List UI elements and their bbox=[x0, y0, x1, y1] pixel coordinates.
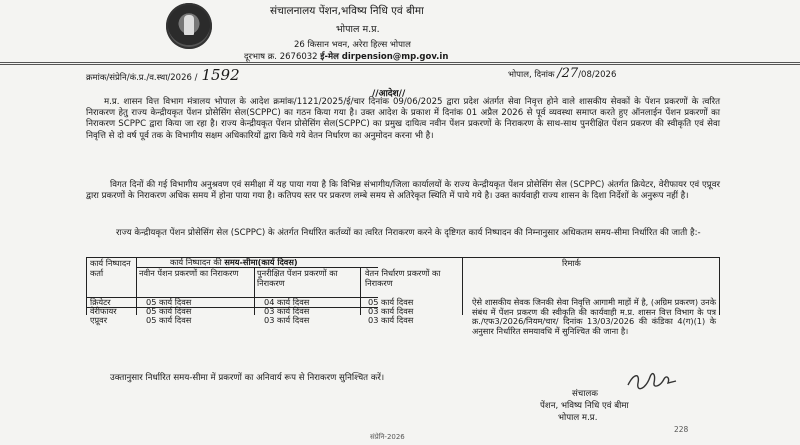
signatory-title: संचालक bbox=[572, 389, 598, 399]
order-date bbox=[508, 66, 616, 81]
header-phone: दूरभाष क्र. 2676032 bbox=[244, 52, 318, 62]
header-address: 26 किसान भवन, अरेरा हिल्स भोपाल bbox=[294, 40, 411, 50]
table-cell: 05 कार्य दिवस bbox=[368, 297, 414, 307]
reference-number bbox=[86, 66, 240, 84]
table-border-right bbox=[719, 257, 720, 315]
paragraph-1: म.प्र. शासन वित्त विभाग मंत्रालय भोपाल के आदेश क्रमांक/1121/2025/ई/चार दिनांक 09/06/2025 द्वारा प्रदेश अंतर्गत सेवा निवृत्त होने वाले शासकीय सेवकों के पेंशन प्रकरणों के त्वरित निराकरण हेतु राज्य केन्द्रीयकृत पेंशन प्रोसेसिंग सेल(SCPPC) का गठन किया गया है। उक्त आदेश के प्रकाश में दिनांक 01 अप्रैल 2026 से पूर्व व्यवस्था समाप्त करते हुए ऑनलाईन पेंशन प्रकरणों का निराकरण SCPPC द्वारा किया जा रहा है। राज्य केन्द्रीयकृत पेंशन प्रोसेसिंग सेल(SCPPC) का प्रमुख दायित्व नवीन पेंशन प्रकरणों के निराकरण के साथ-साथ पुनरीक्षित पेंशन प्रकरण की स्वीकृति एवं सेवा निवृत्ति से दो वर्ष पूर्व तक के विभागीय सक्षम अधिकारियों द्वारा किये गये वेतन निर्धारण का अनुमोदन करना भी है। bbox=[86, 97, 720, 141]
header-email: ई-मेल dirpension@mp.gov.in bbox=[320, 52, 449, 62]
table-row-verifier: वेरीफायर bbox=[90, 306, 117, 316]
table-header-remark: रिमार्क bbox=[562, 258, 581, 268]
date-tail: /08/2026 bbox=[578, 70, 617, 80]
signatory-department: पेंशन, भविष्य निधि एवं बीमा bbox=[540, 401, 629, 411]
table-row-divider-1 bbox=[86, 307, 378, 308]
table-cell: 03 कार्य दिवस bbox=[368, 315, 414, 325]
table-cell: 04 कार्य दिवस bbox=[264, 297, 310, 307]
signatory-city: भोपाल म.प्र. bbox=[558, 413, 598, 423]
header-divider bbox=[0, 62, 800, 63]
order-title: //आदेश// bbox=[372, 89, 406, 99]
header-divider-2 bbox=[0, 64, 800, 65]
paragraph-3: राज्य केन्द्रीयकृत पेंशन प्रोसेसिंग सेल (SCPPC) के अंतर्गत निर्धारित कर्तव्यों का त्वरित निराकरण करने के दृष्टिगत कार्य निष्पादन की निम्नानुसार अधिकतम समय-सीमा निर्धारित की जाती है:- bbox=[116, 228, 701, 238]
table-border-left bbox=[86, 257, 87, 315]
header-department: संचालनालय पेंशन,भविष्य निधि एवं बीमा bbox=[270, 5, 424, 17]
table-header-performer: कार्य निष्पादन कर्ता bbox=[90, 258, 131, 278]
paragraph-2: विगत दिनों की गई विभागीय अनुश्रवण एवं समीक्षा में यह पाया गया है कि विभिन्न संभागीय/जिला कार्यालयों के राज्य केन्द्रीयकृत पेंशन प्रोसेसिंग सेल (SCPPC) अंतर्गत क्रियेटर, वेरीफायर एवं एप्रूवर द्वारा प्रकरणों के निराकरण अधिक समय में होना पाया गया है। कतिपय स्तर पर प्रकरण लम्बे समय से अतिरेकृत स्थिति में पाये गये है। उक्त कार्यवाही राज्य शासन के दिशा निर्देशों के अनुरूप नहीं है। bbox=[86, 180, 720, 202]
closing-sentence: उक्तानुसार निर्धारित समय-सीमा में प्रकरणों का अनिवार्य रूप से निराकरण सुनिश्चित करें। bbox=[110, 373, 385, 383]
timeline-header-prefix: कार्य निष्पादन की bbox=[170, 257, 222, 267]
table-header-revised-pension: पुनरीक्षित पेंशन प्रकरणों का निराकरण bbox=[257, 268, 338, 288]
table-cell: 03 कार्य दिवस bbox=[368, 306, 414, 316]
table-cell: 05 कार्य दिवस bbox=[146, 297, 192, 307]
table-cell: 05 कार्य दिवस bbox=[146, 315, 192, 325]
table-header-timeline bbox=[168, 257, 458, 269]
table-cell: 03 कार्य दिवस bbox=[264, 306, 310, 316]
reference-prefix: क्रमांक/संप्रेनि/कं.प्र./व.स्था/2026 / bbox=[86, 73, 198, 83]
table-header-pay-fixation: वेतन निर्धारण प्रकरणों का निराकरण bbox=[365, 268, 441, 288]
timeline-table bbox=[86, 257, 720, 336]
header-city: भोपाल म.प्र. bbox=[336, 24, 380, 35]
table-col-divider-3 bbox=[360, 267, 361, 315]
date-label: भोपाल, दिनांक bbox=[508, 70, 555, 80]
footer-code: संप्रेनि-2026 bbox=[370, 433, 405, 441]
table-row-creator: क्रियेटर bbox=[90, 297, 111, 307]
reference-number-handwritten: 1592 bbox=[201, 66, 240, 84]
table-header-divider bbox=[86, 297, 378, 298]
table-cell: 05 कार्य दिवस bbox=[146, 306, 192, 316]
table-col-divider-1 bbox=[136, 257, 137, 315]
table-col-divider-4 bbox=[462, 257, 463, 315]
page-number: 228 bbox=[674, 425, 689, 434]
state-emblem-icon bbox=[166, 3, 212, 49]
timeline-header-bold: समय-सीमा(कार्य दिवस) bbox=[224, 257, 298, 267]
table-header-new-pension: नवीन पेंशन प्रकरणों का निराकरण bbox=[139, 268, 239, 278]
header-contact bbox=[244, 51, 448, 62]
table-cell: 03 कार्य दिवस bbox=[264, 315, 310, 325]
table-remark: ऐसे शासकीय सेवक जिनकी सेवा निवृत्ति आगामी माहों में है, (अग्रिम प्रकरण) उनके संबंध में पेंशन प्रकरण की स्वीकृति की कार्यवाही म.प्र. शासन वित्त विभाग के पत्र क्र./एफ3/2026/नियम/चार/ दिनांक 13/03/2026 की कंडिका 4(ग)(1) के अनुसार निर्धारित समयावधि में सुनिश्चित की जाना है। bbox=[472, 297, 716, 336]
table-row-approver: एप्रूवर bbox=[90, 315, 108, 325]
date-day-handwritten: /27 bbox=[557, 66, 579, 81]
signature-icon bbox=[626, 369, 678, 391]
